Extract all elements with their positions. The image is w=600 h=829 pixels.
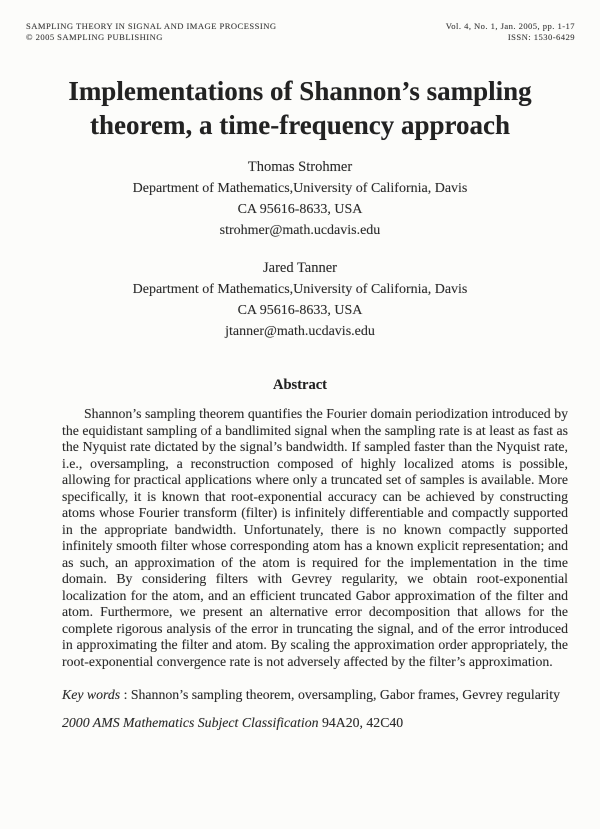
keywords-line [62, 685, 568, 706]
author-email: strohmer@math.ucdavis.edu [219, 223, 381, 238]
abstract-text: Shannon’s sampling theorem quantifies the Fourier domain periodization introduced by the equidistant sampling of a bandlimited signal when the sampling rate is at least as fast as the Nyquist rate dictated by the signal’s bandwidth. If sampled faster than the Nyquist rate, i.e., oversampling, a reconstruction composed of highly localized atoms is possible, allowing for practical applications where only a truncated set of samples is available. More specifically, it is known that root-exponential accuracy can be achieved by constructing atoms whose Fourier transform (filter) is infinitely differentiable and compactly supported in the appropriate bandwidth. Unfortunately, there is no known compactly supported infinitely smooth filter whose corresponding atom has a known explicit representation; and as such, an approximation of the atom is required for the implementation in the time domain. By considering filters with Gevrey regularity, we obtain root-exponential localization for the atom, and an efficient truncated Gabor approximation of the filter and atom. Furthermore, we present an alternative error decomposition that allows for the complete rigorous analysis of the error in truncating the signal, and of the error introduced in approximating the filter and atom. By scaling the approximation order appropriately, the root-exponential convergence rate is not adversely affected by the filter’s approximation. [62, 406, 568, 669]
paper-title-line-2: theorem, a time-frequency approach [90, 110, 510, 140]
classification-label: 2000 AMS Mathematics Subject Classification [62, 714, 319, 730]
journal-issn: ISSN: 1530-6429 [507, 32, 575, 42]
journal-name: SAMPLING THEORY IN SIGNAL AND IMAGE PROCESSING [26, 21, 277, 31]
author-name: Jared Tanner [262, 260, 337, 276]
author-block-tanner [0, 258, 600, 342]
journal-header [26, 21, 575, 43]
author-affiliation: Department of Mathematics,University of California, Davis [132, 181, 468, 196]
journal-header-right [446, 21, 575, 43]
journal-copyright: © 2005 SAMPLING PUBLISHING [26, 32, 163, 42]
keywords-separator: : [120, 687, 131, 702]
author-address: CA 95616-8633, USA [237, 202, 363, 217]
classification-line [62, 713, 568, 733]
journal-volume-info: Vol. 4, No. 1, Jan. 2005, pp. 1-17 [445, 21, 575, 31]
author-block-strohmer [0, 157, 600, 241]
author-name: Thomas Strohmer [247, 159, 353, 175]
author-email: jtanner@math.ucdavis.edu [225, 324, 375, 339]
journal-header-left [26, 21, 277, 43]
keywords-text: Shannon’s sampling theorem, oversampling, Gabor frames, Gevrey regularity [130, 687, 560, 702]
author-address: CA 95616-8633, USA [237, 303, 363, 318]
keywords-label: Key words [62, 687, 121, 702]
abstract-heading: Abstract [273, 377, 327, 393]
paper-title [0, 74, 600, 142]
classification-codes: 94A20, 42C40 [318, 714, 404, 730]
author-affiliation: Department of Mathematics,University of California, Davis [132, 282, 468, 297]
paper-title-line-1: Implementations of Shannon’s sampling [68, 76, 532, 106]
